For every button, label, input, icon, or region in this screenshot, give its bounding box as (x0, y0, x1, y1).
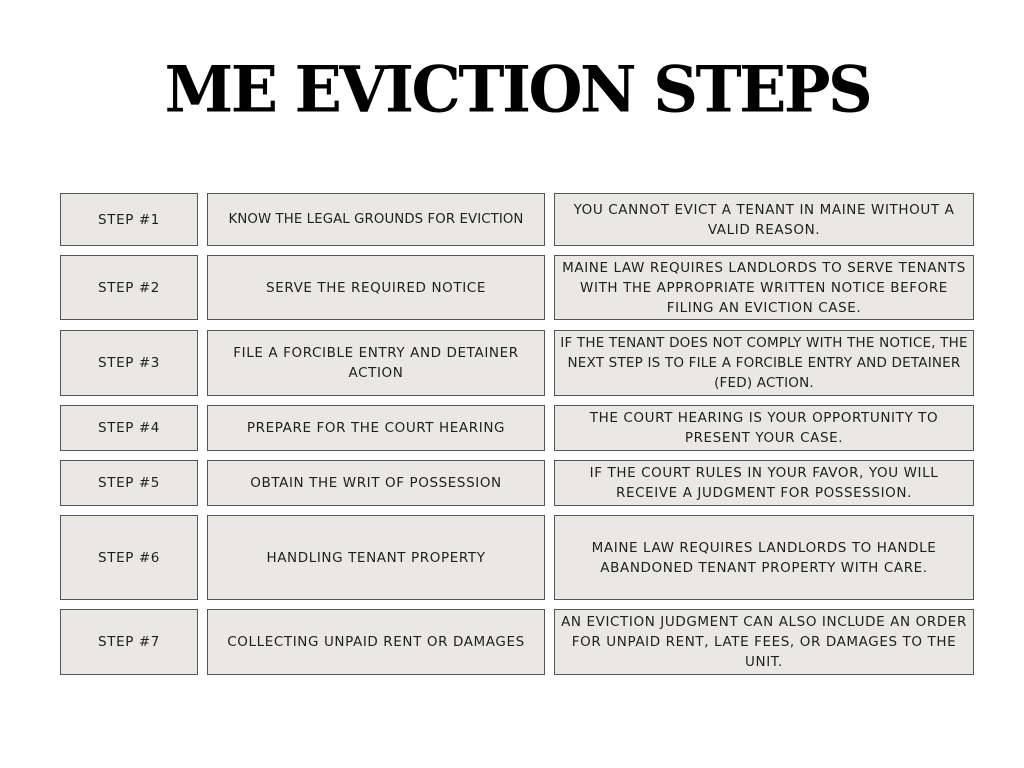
step-description: IF THE TENANT DOES NOT COMPLY WITH THE NOTICE, THE NEXT STEP IS TO FILE A FORCIBLE ENTRY AND DETAINER (FED) ACTION. (560, 335, 968, 391)
step-action: COLLECTING UNPAID RENT OR DAMAGES (227, 634, 525, 650)
step-number: STEP #1 (98, 211, 160, 228)
step-description-cell (554, 193, 974, 246)
step-number-cell (60, 405, 198, 451)
step-action-cell (207, 460, 545, 506)
step-description-cell (554, 255, 974, 320)
step-number: STEP #5 (98, 475, 160, 491)
step-action-cell (207, 255, 545, 320)
step-description-cell (554, 330, 974, 396)
step-action-cell (207, 330, 545, 396)
step-action: KNOW THE LEGAL GROUNDS FOR EVICTION (228, 211, 524, 227)
step-number-cell (60, 460, 198, 506)
step-description: MAINE LAW REQUIRES LANDLORDS TO HANDLE ABANDONED TENANT PROPERTY WITH CARE. (591, 539, 937, 576)
step-number-cell (60, 609, 198, 675)
step-description: YOU CANNOT EVICT A TENANT IN MAINE WITHOUT A VALID REASON. (573, 201, 955, 238)
step-action-cell (207, 609, 545, 675)
step-action-cell (207, 515, 545, 600)
step-description: MAINE LAW REQUIRES LANDLORDS TO SERVE TENANTS WITH THE APPROPRIATE WRITTEN NOTICE BEFORE FILING AN EVICTION CASE. (562, 259, 966, 316)
step-description-cell (554, 460, 974, 506)
step-action: FILE A FORCIBLE ENTRY AND DETAINER ACTION (233, 345, 519, 381)
step-number-cell (60, 515, 198, 600)
step-number: STEP #4 (98, 420, 160, 436)
page-title: ME EVICTION STEPS (164, 52, 871, 127)
step-description: AN EVICTION JUDGMENT CAN ALSO INCLUDE AN ORDER FOR UNPAID RENT, LATE FEES, OR DAMAGES TO THE UNIT. (561, 614, 967, 670)
step-number-cell (60, 193, 198, 246)
step-description-cell (554, 515, 974, 600)
step-description: IF THE COURT RULES IN YOUR FAVOR, YOU WILL RECEIVE A JUDGMENT FOR POSSESSION. (589, 465, 939, 501)
step-number: STEP #3 (98, 355, 160, 371)
step-action: SERVE THE REQUIRED NOTICE (266, 279, 486, 296)
step-description-cell (554, 405, 974, 451)
step-number: STEP #7 (98, 634, 160, 650)
step-action-cell (207, 193, 545, 246)
step-action: PREPARE FOR THE COURT HEARING (246, 420, 506, 436)
step-description-cell (554, 609, 974, 675)
step-action: OBTAIN THE WRIT OF POSSESSION (250, 475, 502, 491)
step-number: STEP #6 (98, 549, 160, 566)
step-description: THE COURT HEARING IS YOUR OPPORTUNITY TO PRESENT YOUR CASE. (589, 410, 939, 446)
step-number-cell (60, 330, 198, 396)
step-number-cell (60, 255, 198, 320)
step-number: STEP #2 (98, 279, 160, 296)
step-action: HANDLING TENANT PROPERTY (266, 549, 486, 566)
step-action-cell (207, 405, 545, 451)
